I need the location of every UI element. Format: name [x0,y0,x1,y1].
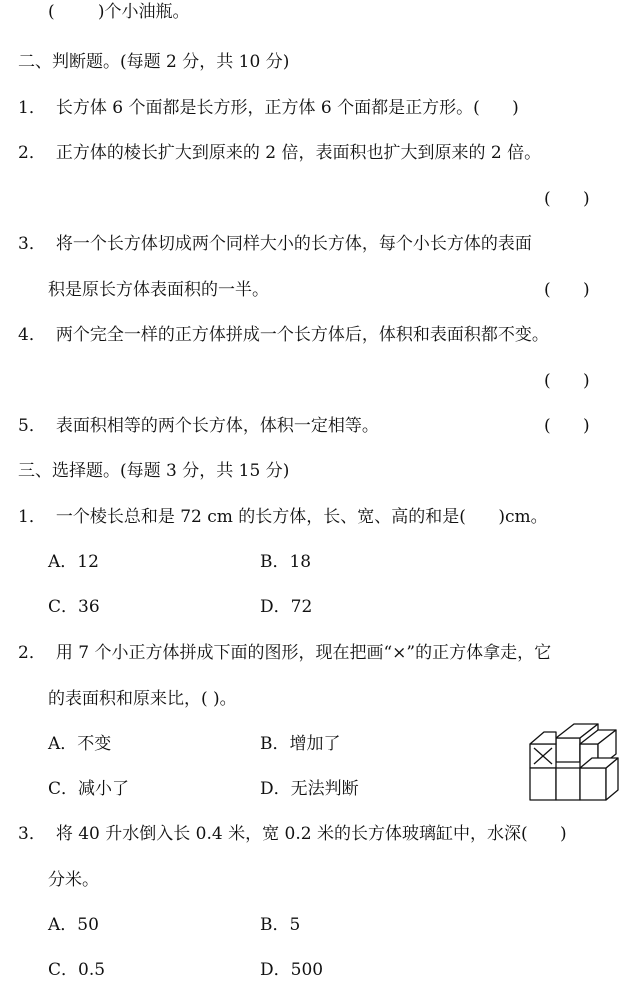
choice-q2-row2 [48,777,359,801]
option-a: A．不变 [48,734,112,754]
choice-q3-cont: 分米。 [48,870,99,890]
item-text: 两个完全一样的正方体拼成一个长方体后，体积和表面积都不变。 [55,325,549,345]
option-c: C．减小了 [48,779,130,799]
option-c: C．36 [48,597,100,617]
question-text: 一个棱长总和是 72 cm 的长方体，长、宽、高的和是( )cm。 [55,507,548,527]
item-number: 2． [18,143,46,163]
cube-face [530,768,556,800]
judge-answer-2: ( ) [544,189,590,209]
choice-q1-row2 [48,595,313,619]
judge-item-4 [18,323,549,347]
cube-face [580,768,606,800]
judge-item-3 [18,232,532,256]
option-a: A．12 [48,552,99,572]
section3-title: 三、选择题。(每题 3 分，共 15 分) [18,461,290,481]
item-text: 表面积相等的两个长方体，体积一定相等。 [55,416,379,436]
item-number: 1． [18,98,46,118]
question-number: 1． [18,507,46,527]
item-text: 正方体的棱长扩大到原来的 2 倍，表面积也扩大到原来的 2 倍。 [55,143,542,163]
option-b: B．5 [260,915,301,935]
choice-q2-cont: 的表面积和原来比，( )。 [48,689,237,709]
judge-item-5 [18,414,379,438]
cube-face [530,732,556,744]
choice-q2 [18,641,551,665]
judge-item-3-cont: 积是原长方体表面积的一半。 [48,280,269,300]
item-number: 3． [18,234,46,254]
option-b: B．增加了 [260,734,341,754]
option-d: D．500 [260,960,324,980]
section2-title: 二、判断题。(每题 2 分，共 10 分) [18,52,290,72]
question-number: 3． [18,824,46,844]
judge-item-2 [18,141,541,165]
choice-q1 [18,505,548,529]
choice-q3 [18,822,567,846]
cube-face [556,768,580,800]
judge-item-1 [18,96,519,120]
cube-stack-figure [526,718,622,804]
question-number: 2． [18,643,46,663]
item-text: 长方体 6 个面都是长方形，正方体 6 个面都是正方形。( ) [55,98,519,118]
question-text: 将 40 升水倒入长 0.4 米，宽 0.2 米的长方体玻璃缸中，水深( ) [55,824,567,844]
judge-answer-3: ( ) [544,280,590,300]
item-number: 5． [18,416,46,436]
option-d: D．72 [260,597,313,617]
question-text: 用 7 个小正方体拼成下面的图形，现在把画“×”的正方体拿走，它 [55,643,552,663]
item-number: 4． [18,325,46,345]
option-d: D．无法判断 [260,779,359,799]
top-line-text: 个小油瓶。 [104,2,190,22]
choice-q1-row1 [48,550,312,574]
choice-q2-row1 [48,732,341,756]
choice-q3-row2 [48,958,324,982]
judge-answer-5: ( ) [544,416,590,436]
option-c: C．0.5 [48,960,106,980]
choice-q3-row1 [48,913,301,937]
top-line [48,0,190,24]
cube-face [556,738,580,762]
judge-answer-4: ( ) [544,371,590,391]
item-text: 将一个长方体切成两个同样大小的长方体，每个小长方体的表面 [55,234,532,254]
option-b: B．18 [260,552,312,572]
answer-blank: ( ) [48,2,105,22]
option-a: A．50 [48,915,99,935]
